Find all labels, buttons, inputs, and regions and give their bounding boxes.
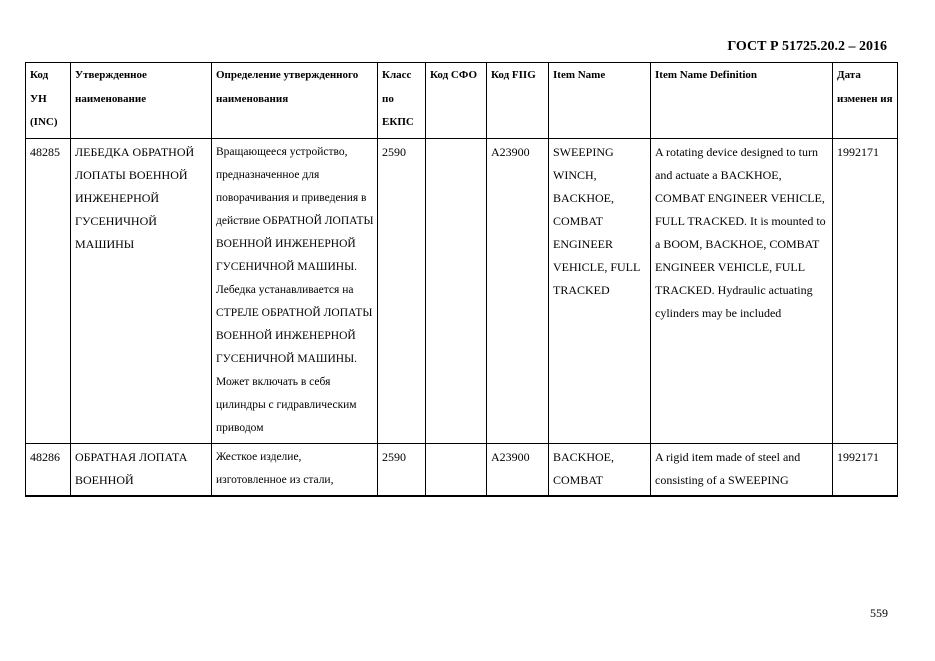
cell-date: 1992171 bbox=[833, 443, 898, 496]
cell-item-name: SWEEPING WINCH, BACKHOE, COMBAT ENGINEER VEHICLE, FULL TRACKED bbox=[549, 138, 651, 443]
col-header-definition-ru: Определение утвержденного наименования bbox=[212, 63, 378, 139]
cell-sfo bbox=[426, 138, 487, 443]
cell-sfo bbox=[426, 443, 487, 496]
cell-fiig: A23900 bbox=[487, 443, 549, 496]
cell-name-ru: ЛЕБЕДКА ОБРАТНОЙ ЛОПАТЫ ВОЕННОЙ ИНЖЕНЕРНОЙ ГУСЕНИЧНОЙ МАШИНЫ bbox=[71, 138, 212, 443]
table-row bbox=[26, 138, 898, 443]
cell-definition-ru: Жесткое изделие, изготовленное из стали, bbox=[212, 443, 378, 496]
col-header-item-name: Item Name bbox=[549, 63, 651, 139]
cell-name-ru: ОБРАТНАЯ ЛОПАТА ВОЕННОЙ bbox=[71, 443, 212, 496]
items-table bbox=[25, 62, 898, 497]
col-header-name-ru: Утвержденное наименование bbox=[71, 63, 212, 139]
cell-inc: 48286 bbox=[26, 443, 71, 496]
cell-class: 2590 bbox=[378, 138, 426, 443]
col-header-fiig: Код FIIG bbox=[487, 63, 549, 139]
cell-date: 1992171 bbox=[833, 138, 898, 443]
cell-class: 2590 bbox=[378, 443, 426, 496]
col-header-date: Дата изменен ия bbox=[833, 63, 898, 139]
standard-designation: ГОСТ Р 51725.20.2 – 2016 bbox=[727, 39, 887, 54]
col-header-class: Класс по ЕКПС bbox=[378, 63, 426, 139]
cell-item-definition: A rigid item made of steel and consisting of a SWEEPING bbox=[651, 443, 833, 496]
cell-definition-ru: Вращающееся устройство, предназначенное для поворачивания и приведения в действие ОБРАТНОЙ ЛОПАТЫ ВОЕННОЙ ИНЖЕНЕРНОЙ ГУСЕНИЧНОЙ МАШИНЫ. Лебедка устанавливается на СТРЕЛЕ ОБРАТНОЙ ЛОПАТЫ ВОЕННОЙ ИНЖЕНЕРНОЙ ГУСЕНИЧНОЙ МАШИНЫ. Может включать в себя цилиндры с гидравлическим приводом bbox=[212, 138, 378, 443]
col-header-inc: Код УН (INC) bbox=[26, 63, 71, 139]
cell-fiig: A23900 bbox=[487, 138, 549, 443]
col-header-sfo: Код СФО bbox=[426, 63, 487, 139]
cell-item-definition: A rotating device designed to turn and actuate a BACKHOE, COMBAT ENGINEER VEHICLE, FULL TRACKED. It is mounted to a BOOM, BACKHOE, COMBAT ENGINEER VEHICLE, FULL TRACKED. Hydraulic actuating cylinders may be included bbox=[651, 138, 833, 443]
table-header-row bbox=[26, 63, 898, 139]
page-number: 559 bbox=[870, 606, 888, 620]
col-header-item-definition: Item Name Definition bbox=[651, 63, 833, 139]
cell-inc: 48285 bbox=[26, 138, 71, 443]
cell-item-name: BACKHOE, COMBAT bbox=[549, 443, 651, 496]
table-row bbox=[26, 443, 898, 496]
